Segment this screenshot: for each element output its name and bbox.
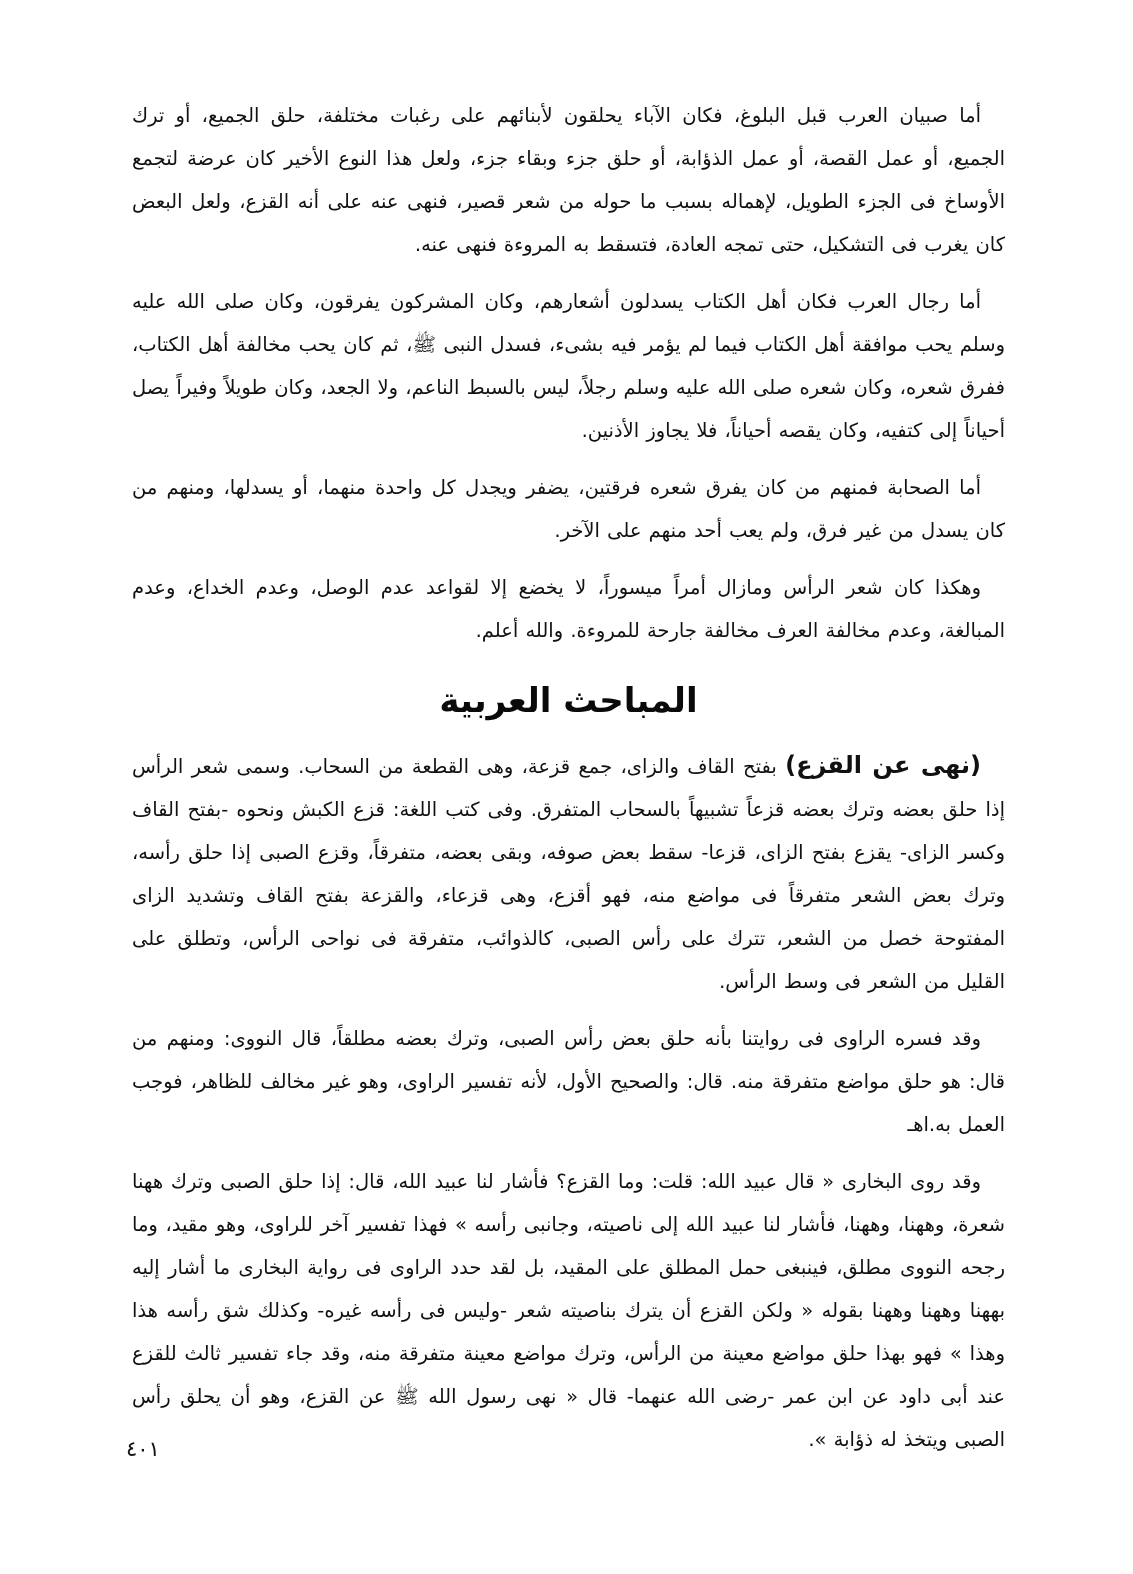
paragraph-conclusion: وهكذا كان شعر الرأس ومازال أمراً ميسوراً، لا يخضع إلا لقواعد عدم الوصل، وعدم الخداع، وعدم المبالغة، وعدم مخالفة العرف مخالفة جارحة للمروءة. والله أعلم. bbox=[132, 576, 1005, 642]
paragraph-boys-hair: أما صبيان العرب قبل البلوغ، فكان الآباء يحلقون لأبنائهم على رغبات مختلفة، حلق الجميع، أو ترك الجميع، أو عمل القصة، أو عمل الذؤابة، أو حلق جزء وبقاء جزء، ولعل هذا النوع الأخير كان عرضة لتجمع الأوساخ فى الجزء الطويل، لإهماله بسبب ما حوله من شعر قصير، فنهى عنه على أنه القزع، ولعل البعض كان يغرب فى التشكيل، حتى تمجه العادة، فتسقط به المروءة فنهى عنه. bbox=[132, 104, 1005, 256]
paragraph-qaza-definition bbox=[132, 744, 1005, 1003]
paragraph-nawawi-explanation: وقد فسره الراوى فى روايتنا بأنه حلق بعض رأس الصبى، وترك بعضه مطلقاً، قال النووى: ومنهم من قال: هو حلق مواضع متفرقة منه. قال: والصحيح الأول، لأنه تفسير الراوى، وهو غير مخالف للظاهر، فوجب العمل به.اهـ bbox=[132, 1027, 1005, 1136]
section-heading: المباحث العربية bbox=[439, 681, 698, 721]
paragraph-qaza-definition-text: بفتح القاف والزاى، جمع قزعة، وهى القطعة من السحاب. وسمى شعر الرأس إذا حلق بعضه وترك بعضه قزعاً تشبيهاً بالسحاب المتفرق. وفى كتب اللغة: قزع الكبش ونحوه -بفتح القاف وكسر الزاى- يقزع بفتح الزاى، قزعا- سقط بعض صوفه، وبقى بعضه، متفرقاً، وقزع الصبى إذا حلق رأسه، وترك بعض الشعر متفرقاً فى مواضع منه، فهو أقزع، وهى قزعاء، والقزعة بفتح القاف وتشديد الزاى المفتوحة خصل من الشعر، تترك على رأس الصبى، كالذوائب، متفرقة فى نواحى الرأس، وتطلق على القليل من الشعر فى وسط الرأس. bbox=[132, 755, 1005, 993]
page-number: ٤٠١ bbox=[126, 1437, 160, 1461]
page-body bbox=[132, 94, 1005, 1461]
paragraph-companions-hair: أما الصحابة فمنهم من كان يفرق شعره فرقتين، يضفر ويجدل كل واحدة منهما، أو يسدلها، ومنهم من كان يسدل من غير فرق، ولم يعب أحد منهم على الآخر. bbox=[132, 476, 1005, 542]
paragraph-men-hair: أما رجال العرب فكان أهل الكتاب يسدلون أشعارهم، وكان المشركون يفرقون، وكان صلى الله عليه وسلم يحب موافقة أهل الكتاب فيما لم يؤمر فيه بشىء، فسدل النبى ﷺ، ثم كان يحب مخالفة أهل الكتاب، ففرق شعره، وكان شعره صلى الله عليه وسلم رجلاً، ليس بالسبط الناعم، ولا الجعد، وكان طويلاً وفيراً يصل أحياناً إلى كتفيه، وكان يقصه أحياناً، فلا يجاوز الأذنين. bbox=[132, 290, 1005, 442]
paragraph-lead-term: (نهى عن القزع) bbox=[785, 751, 982, 779]
paragraph-bukhari-narration: وقد روى البخارى « قال عبيد الله: قلت: وما القزع؟ فأشار لنا عبيد الله، قال: إذا حلق الصبى وترك ههنا شعرة، وههنا، وههنا، فأشار لنا عبيد الله إلى ناصيته، وجانبى رأسه » فهذا تفسير آخر للراوى، وهو مقيد، وما رجحه النووى مطلق، فينبغى حمل المطلق على المقيد، بل لقد حدد الراوى فى رواية البخارى ما أشار إليه بههنا وههنا وههنا بقوله « ولكن القزع أن يترك بناصيته شعر -وليس فى رأسه غيره- وكذلك شق رأسه هذا وهذا » فهو بهذا حلق مواضع معينة من الرأس، وترك مواضع معينة متفرقة منه، وقد جاء تفسير ثالث للقزع عند أبى داود عن ابن عمر -رضى الله عنهما- قال « نهى رسول الله ﷺ عن القزع، وهو أن يحلق رأس الصبى ويتخذ له ذؤابة ». bbox=[132, 1170, 1005, 1451]
